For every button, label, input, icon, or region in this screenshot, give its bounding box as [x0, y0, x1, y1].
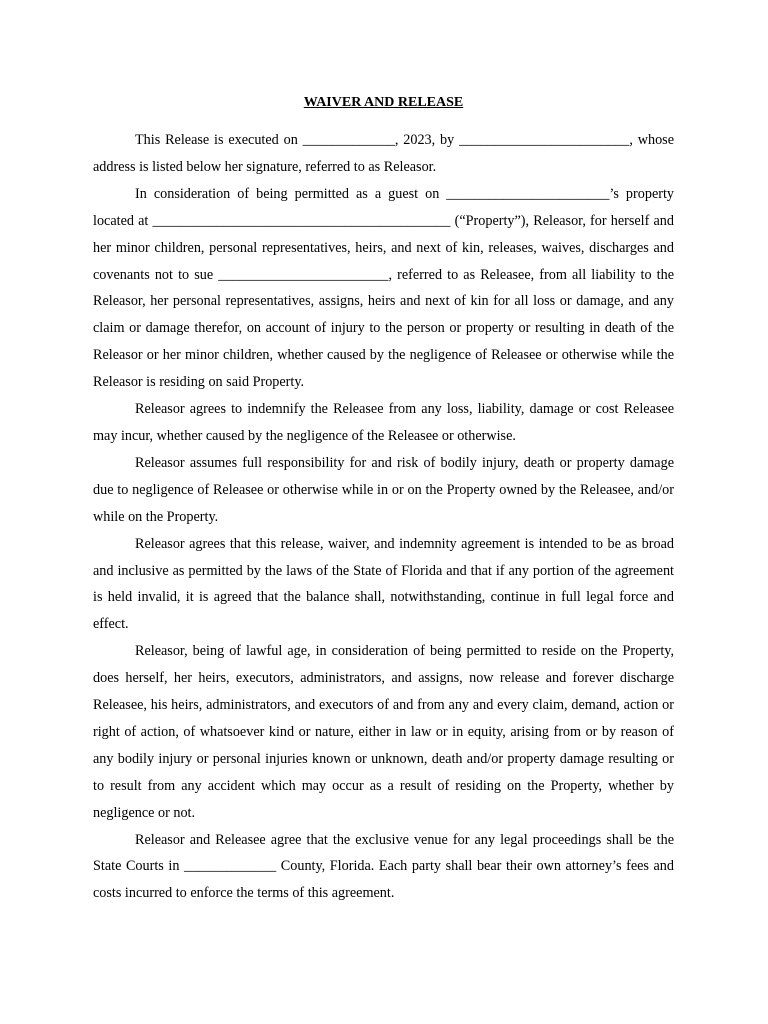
- paragraph-discharge: Releasor, being of lawful age, in consideration of being permitted to reside on the Property, does herself, her heirs, executors, administrators, and assigns, now release and forever discharge Releasee, his heirs, administrators, and executors of and from any and every claim, demand, action or right of action, of whatsoever kind or nature, either in law or in equity, arising from or by reason of any bodily injury or personal injuries known or unknown, death and/or property damage resulting or to result from any accident which may occur as a result of residing on the Property, whether by negligence or not.: [93, 643, 674, 821]
- document-page: [93, 94, 674, 907]
- document-title: WAIVER AND RELEASE: [303, 95, 464, 110]
- paragraph-execution: This Release is executed on _____________, 2023, by ________________________, whose address is listed below her signature, referred to as Releasor.: [93, 132, 674, 175]
- paragraph-indemnify: Releasor agrees to indemnify the Releasee from any loss, liability, damage or cost Releasee may incur, whether caused by the negligence of the Releasee or otherwise.: [93, 401, 674, 444]
- paragraph-consideration: In consideration of being permitted as a guest on _______________________’s property located at __________________________________________ (“Property”), Releasor, for herself and her minor children, personal representatives, heirs, and next of kin, releases, waives, discharges and covenants not to sue ________________________, referred to as Releasee, from all liability to the Releasor, her personal representatives, assigns, heirs and next of kin for all loss or damage, and any claim or damage therefor, on account of injury to the person or property or resulting in death of the Releasor or her minor children, whether caused by the negligence of Releasee or otherwise while the Releasor is residing on said Property.: [93, 185, 674, 391]
- paragraph-scope: Releasor agrees that this release, waiver, and indemnity agreement is intended to be as broad and inclusive as permitted by the laws of the State of Florida and that if any portion of the agreement is held invalid, it is agreed that the balance shall, notwithstanding, continue in full legal force and effect.: [93, 535, 674, 633]
- paragraph-responsibility: Releasor assumes full responsibility for and risk of bodily injury, death or property damage due to negligence of Releasee or otherwise while in or on the Property owned by the Releasee, and/or while on the Property.: [93, 454, 674, 525]
- paragraph-venue: Releasor and Releasee agree that the exclusive venue for any legal proceedings shall be the State Courts in _____________ County, Florida. Each party shall bear their own attorney’s fees and costs incurred to enforce the terms of this agreement.: [93, 831, 674, 902]
